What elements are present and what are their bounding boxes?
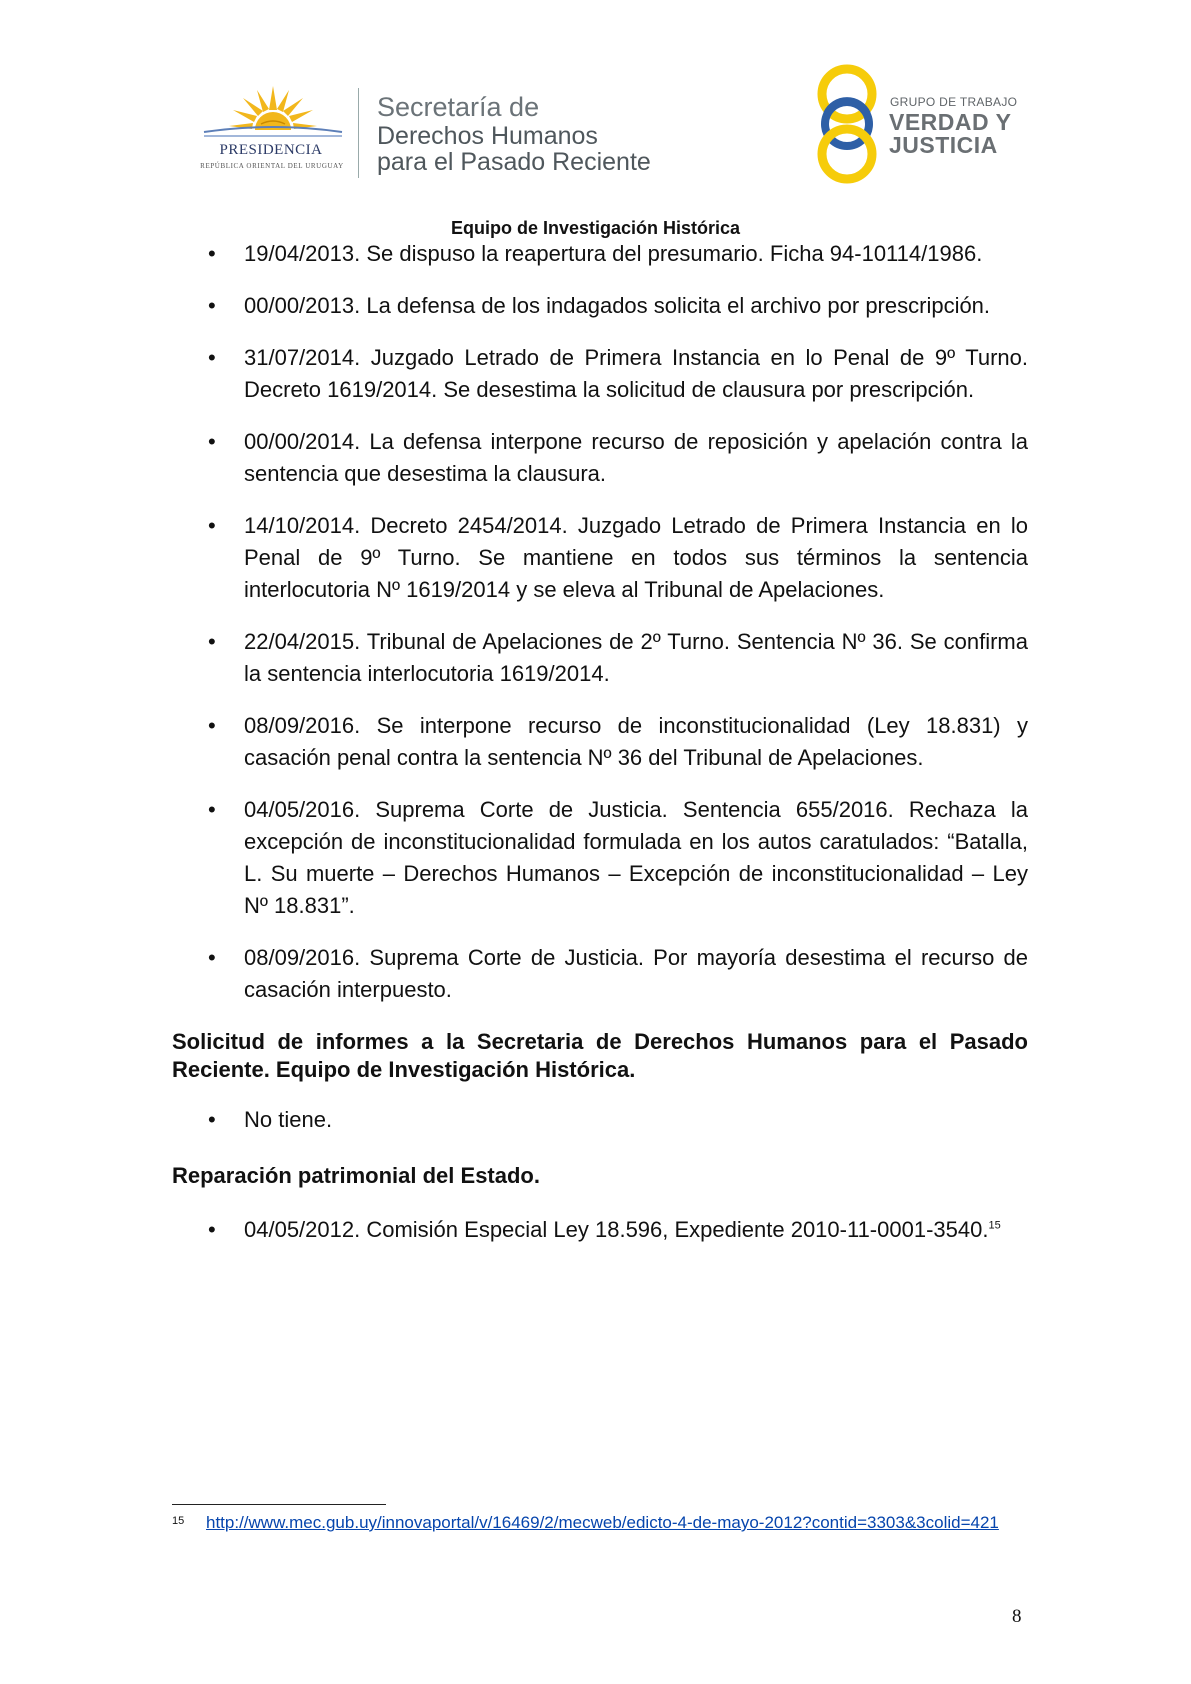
list-item-text: 19/04/2013. Se dispuso la reapertura del presumario. Ficha 94-10114/1986. [244,241,983,266]
bullet-icon: • [208,797,216,822]
footnote-reference[interactable]: 15 [988,1219,1001,1232]
grupo-trabajo-label: GRUPO DE TRABAJO [890,95,1018,109]
bullet-icon: • [208,429,216,454]
list-item [172,1214,1028,1246]
informes-list [172,1104,1028,1136]
list-item-text: 22/04/2015. Tribunal de Apelaciones de 2º Turno. Sentencia Nº 36. Se confirma la sentencia interlocutoria 1619/2014. [244,629,1028,686]
list-item [172,510,1028,606]
bullet-icon: • [208,345,216,370]
timeline-list [172,238,1028,1006]
list-item-text: 04/05/2016. Suprema Corte de Justicia. Sentencia 655/2016. Rechaza la excepción de inconstitucionalidad formulada en los autos caratulados: “Batalla, L. Su muerte – Derechos Humanos – Excepción de inconstitucionalidad – Ley Nº 18.831”. [244,797,1028,918]
list-item-text: 00/00/2013. La defensa de los indagados solicita el archivo por prescripción. [244,293,991,318]
list-item-text: 00/00/2014. La defensa interpone recurso de reposición y apelación contra la sentencia que desestima la clausura. [244,429,1028,486]
bullet-icon: • [208,713,216,738]
list-item-text: 08/09/2016. Se interpone recurso de inconstitucionalidad (Ley 18.831) y casación penal contra la sentencia Nº 36 del Tribunal de Apelaciones. [244,713,1028,770]
section-heading-informes: Solicitud de informes a la Secretaria de Derechos Humanos para el Pasado Reciente. Equipo de Investigación Histórica. [172,1029,1028,1082]
bullet-icon: • [208,945,216,970]
list-item [172,426,1028,490]
page-header [0,0,1191,238]
bullet-icon: • [208,293,216,318]
list-item-text: 14/10/2014. Decreto 2454/2014. Juzgado Letrado de Primera Instancia en lo Penal de 9º Turno. Se mantiene en todos sus términos la sentencia interlocutoria Nº 1619/2014 y se eleva al Tribunal de Apelaciones. [244,513,1028,602]
justicia-label: JUSTICIA [889,132,998,158]
list-item [172,942,1028,1006]
list-item-text: 04/05/2012. Comisión Especial Ley 18.596, Expediente 2010-11-0001-3540. [244,1217,989,1242]
list-item-text: 31/07/2014. Juzgado Letrado de Primera Instancia en lo Penal de 9º Turno. Decreto 1619/2014. Se desestima la solicitud de clausura por prescripción. [244,345,1028,402]
list-item-text: No tiene. [244,1107,333,1132]
list-item [172,342,1028,406]
document-body [172,238,1028,1266]
bullet-icon: • [208,513,216,538]
list-item [172,710,1028,774]
list-item [172,238,1028,270]
section-heading-reparacion: Reparación patrimonial del Estado. [172,1163,540,1188]
list-item [172,290,1028,322]
bullet-icon: • [208,241,216,266]
bullet-icon: • [208,629,216,654]
header-divider [358,88,359,178]
reparacion-list [172,1214,1028,1246]
secretaria-line-2: Derechos Humanos [377,122,598,150]
bullet-icon: • [208,1107,216,1132]
footnote-number: 15 [172,1515,185,1527]
list-item [172,1104,1028,1136]
list-item [172,626,1028,690]
footnote [172,1512,1032,1534]
page-number: 8 [1012,1606,1022,1627]
presidencia-name: PRESIDENCIA [219,142,323,158]
footnote-link[interactable]: http://www.mec.gub.uy/innovaportal/v/16469/2/mecweb/edicto-4-de-mayo-2012?contid=3303&3colid=421 [206,1513,999,1532]
list-item-text: 08/09/2016. Suprema Corte de Justicia. Por mayoría desestima el recurso de casación interpuesto. [244,945,1028,1002]
presidencia-subtitle: REPÚBLICA ORIENTAL DEL URUGUAY [200,162,344,170]
footnote-separator [172,1504,386,1505]
running-title: Equipo de Investigación Histórica [450,218,741,238]
secretaria-line-1: Secretaría de [377,92,540,122]
list-item [172,794,1028,922]
verdad-justicia-rings-logo [812,62,882,186]
bullet-icon: • [208,1217,216,1242]
verdad-label: VERDAD Y [889,109,1012,135]
secretaria-line-3: para el Pasado Reciente [377,148,651,176]
